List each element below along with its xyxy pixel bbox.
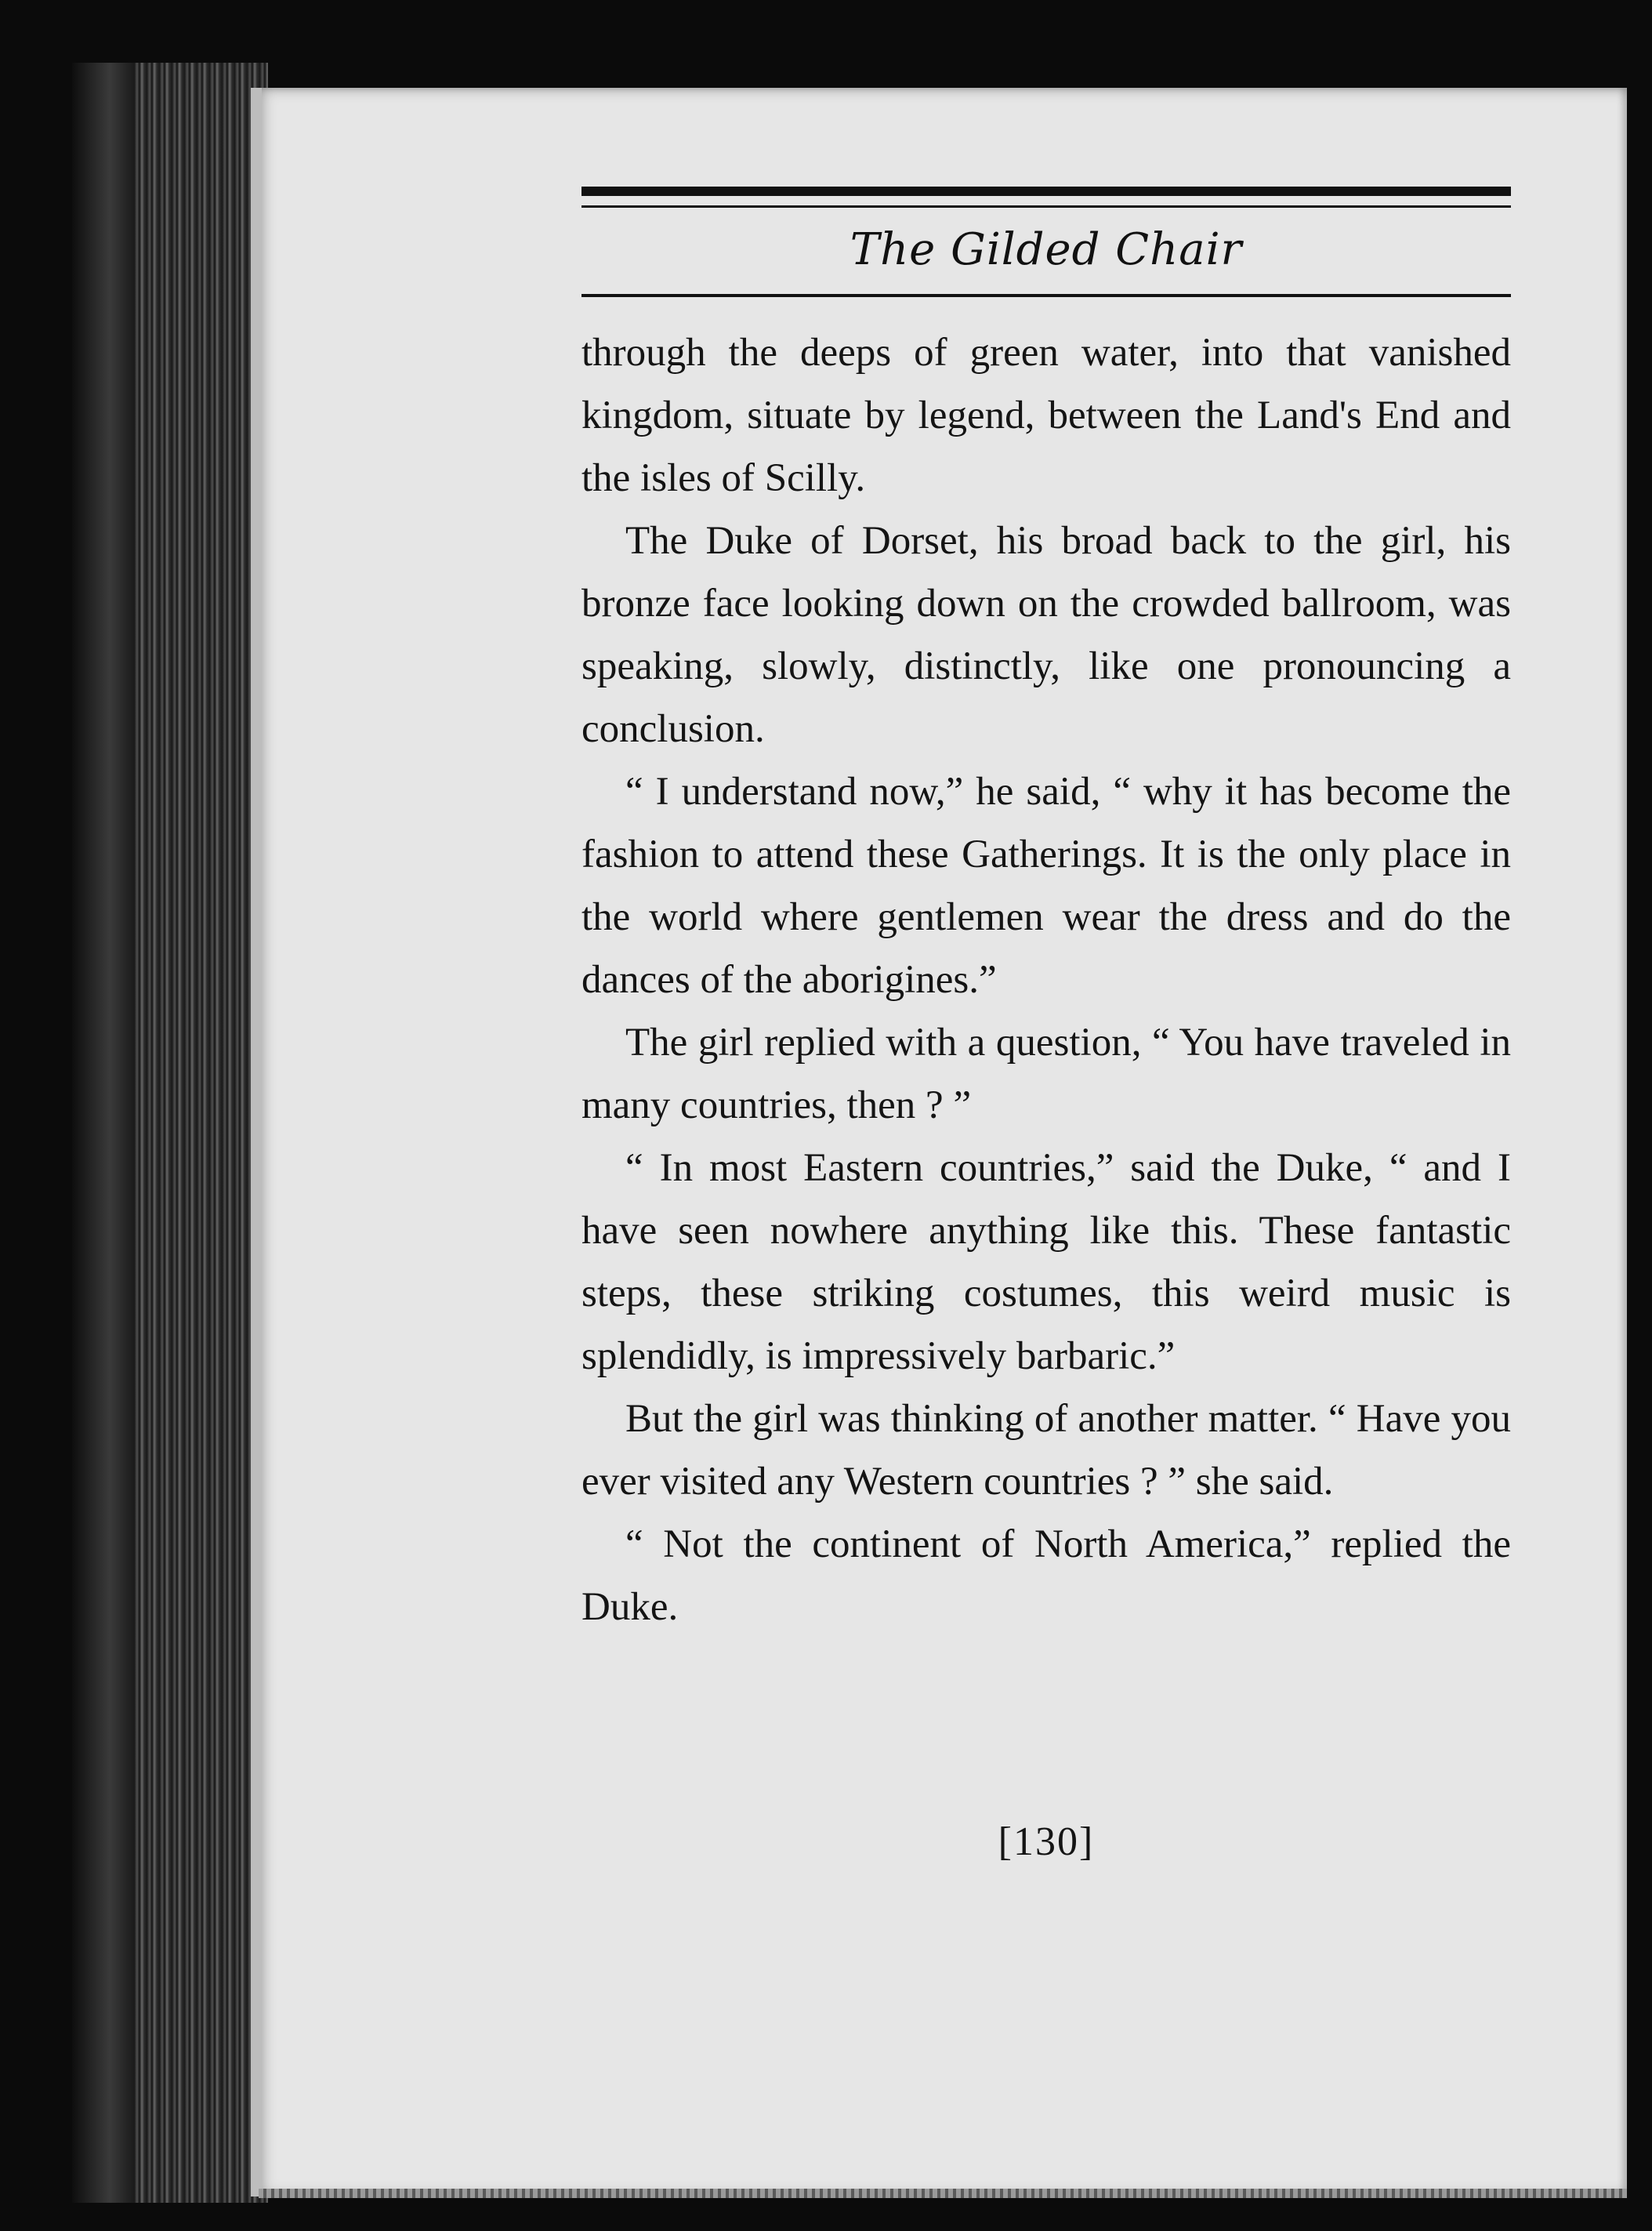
header-thick-rule	[581, 187, 1511, 196]
paragraph: The girl replied with a question, “ You have traveled in many countries, then ? ”	[581, 1021, 1511, 1127]
page-gutter	[251, 88, 262, 2197]
running-title: The Gilded Chair	[850, 224, 1243, 275]
page-bottom-edge	[259, 2189, 1627, 2198]
page-number: [130]	[998, 1819, 1095, 1864]
running-header	[581, 187, 1511, 297]
paragraph: “ In most Eastern countries,” said the Duke, “ and I have seen nowhere anything like this. These fantastic steps, these striking costumes, this weird music is splendidly, is impressively barbaric.”	[581, 1146, 1511, 1378]
paragraph: The Duke of Dorset, his broad back to the girl, his bronze face looking down on the crowded ballroom, was speaking, slowly, distinctly, like one pronouncing a conclusion.	[581, 519, 1511, 751]
paragraph: “ I understand now,” he said, “ why it has become the fashion to attend these Gatherings. It is the only place in the world where gentlemen wear the dress and do the dances of the aborigines.”	[581, 770, 1511, 1002]
book-cover-edge	[72, 63, 135, 2203]
header-thin-rule	[581, 205, 1511, 208]
paragraph: But the girl was thinking of another matter. “ Have you ever visited any Western countries ? ” she said.	[581, 1397, 1511, 1504]
header-bottom-rule	[581, 294, 1511, 297]
paragraph: “ Not the continent of North America,” replied the Duke.	[581, 1522, 1511, 1629]
paragraph: through the deeps of green water, into that vanished kingdom, situate by legend, between the Land's End and the isles of Scilly.	[581, 331, 1511, 500]
body-text	[581, 321, 1511, 1638]
